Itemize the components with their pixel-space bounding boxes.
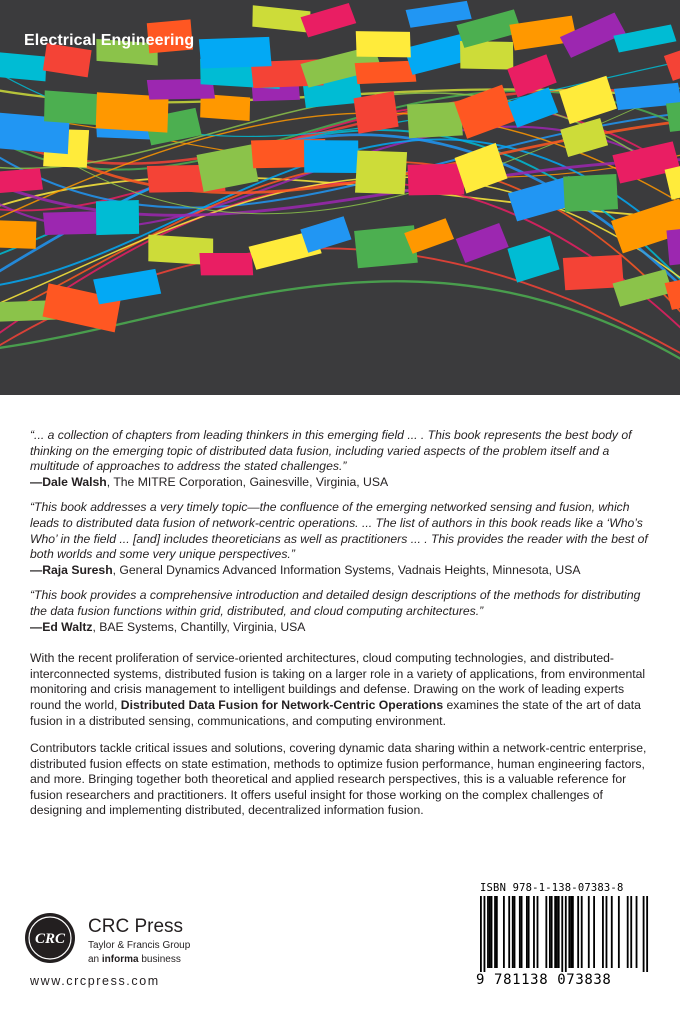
barcode-bar <box>627 896 629 968</box>
barcode-bar <box>503 896 505 968</box>
barcode-bar <box>606 896 608 968</box>
barcode-bar <box>611 896 613 968</box>
ribbon-segment <box>300 2 358 38</box>
text-body <box>30 428 652 831</box>
isbn-barcode <box>476 882 654 990</box>
barcode-bar <box>630 896 632 968</box>
publisher-name: CRC Press <box>88 916 184 937</box>
endorser-affiliation: , BAE Systems, Chantilly, Virginia, USA <box>92 619 306 634</box>
endorsement-quote: “This book addresses a very timely topic—the confluence of the emerging networked sensing and fusion, which leads to distributed data fusion of network-centric operations. ... The list of authors in this book reads like a ‘Who’s Who’ in the field ... [and] includes theoreticians as well as practitioners ... . This provides the reader with the best of both worlds and some very unique perspectives.” <box>30 500 648 562</box>
seal-text: CRC <box>34 931 66 947</box>
barcode-bar <box>577 896 579 968</box>
barcode-bar <box>561 896 563 972</box>
barcode-bar <box>568 896 570 968</box>
ribbon-segment <box>666 225 680 267</box>
ribbon-segment <box>300 134 362 179</box>
ribbon-segment <box>663 41 680 82</box>
publisher-group: Taylor & Francis Group <box>88 940 191 951</box>
barcode-bar <box>521 896 523 968</box>
endorsement-2 <box>30 500 652 578</box>
ribbon-segment <box>92 195 142 239</box>
endorser-name: Raja Suresh <box>42 562 113 577</box>
business-prefix: an <box>88 954 102 965</box>
barcode-bar <box>602 896 604 968</box>
barcode-bar <box>643 896 645 972</box>
barcode-bar <box>508 896 510 968</box>
publisher-business <box>88 954 181 965</box>
barcode-bar <box>558 896 560 968</box>
ribbon-segment <box>0 46 50 87</box>
barcode-bar <box>494 896 496 968</box>
endorser-affiliation: , The MITRE Corporation, Gainesville, Virginia, USA <box>106 474 389 489</box>
ribbon-segment <box>454 222 510 264</box>
barcode-bar <box>533 896 535 968</box>
crc-seal-icon <box>24 912 76 964</box>
barcode-bar <box>484 896 486 972</box>
endorsement-3 <box>30 588 652 635</box>
ribbon-segment <box>351 145 411 201</box>
barcode-bar <box>588 896 590 968</box>
business-suffix: business <box>138 954 181 965</box>
publisher-logo <box>24 912 204 992</box>
barcode-bar <box>549 896 551 968</box>
barcode-bar <box>519 896 521 968</box>
ribbon-segment <box>354 225 418 269</box>
endorsement-dash: — <box>30 562 43 577</box>
description-text: examines the state of the art of data fusion in a distributed sensing, communications, and computing environment. <box>30 697 641 728</box>
barcode-bar <box>489 896 491 968</box>
barcode-bar <box>565 896 567 972</box>
barcode-bar <box>646 896 648 972</box>
endorsement-quote: “This book provides a comprehensive introduction and detailed design descriptions of the methods for distributing the data fusion functions within grid, distributed, and cloud computing architectures.” <box>30 588 641 618</box>
endorser-name: Dale Walsh <box>42 474 107 489</box>
ribbon-segment <box>559 117 608 157</box>
barcode-bars <box>480 896 650 972</box>
barcode-bar <box>480 896 482 972</box>
description-text: With the recent proliferation of service-oriented architectures, cloud computing technologies, and distributed-interconnected systems, distributed fusion is taking on a larger role in a variety of applications, from environmental monitoring and crisis management to intelligent buildings and defense. Drawing on the work of leading experts round the world, <box>30 651 646 712</box>
ribbon-segment <box>93 269 162 305</box>
description-paragraph-2: Contributors tackle critical issues and solutions, covering dynamic data sharing within a network-centric enterprise, distributed fusion effects on state estimation, methods to optimize fusion performance, human engineering factors, and more. Bringing together both theoretical and applied research perspectives, this is a valuable reference for fusion researchers and practitioners. It offers useful insight for those working on the complex challenges of designing and implementing distributed, decentralized information fusion. <box>30 741 647 818</box>
barcode-bar <box>491 896 493 968</box>
barcode-bar <box>636 896 638 968</box>
ribbon-segment <box>561 171 620 215</box>
barcode-bar <box>556 896 558 968</box>
barcode-bar <box>487 896 489 968</box>
cover-artwork <box>0 0 680 395</box>
ribbon-segment <box>196 144 259 192</box>
ribbon-segment <box>0 166 44 195</box>
barcode-bar <box>512 896 514 968</box>
barcode-bar <box>551 896 553 968</box>
ribbon-segment <box>41 207 103 240</box>
endorsement-dash: — <box>30 619 43 634</box>
barcode-bar <box>554 896 556 968</box>
endorsement-attribution <box>30 620 652 636</box>
ribbon-segment <box>0 214 40 255</box>
ribbon-illustration <box>0 0 680 395</box>
ean-digits: 9 781138 073838 <box>476 972 612 988</box>
endorsement-quote: “... a collection of chapters from leading thinkers in this emerging field ... . This book represents the best body of thinking on the emerging topic of distributed data fusion, including varied aspects of the problem itself and a multitude of approaches to address the stated challenges.” <box>30 428 632 474</box>
endorsement-dash: — <box>30 474 43 489</box>
barcode-bar <box>545 896 547 968</box>
endorser-name: Ed Waltz <box>42 619 93 634</box>
business-brand: informa <box>101 954 139 965</box>
barcode-bar <box>618 896 620 968</box>
barcode-bar <box>572 896 574 968</box>
ribbon-segment <box>506 235 560 283</box>
barcode-bar <box>496 896 498 968</box>
endorser-affiliation: , General Dynamics Advanced Information Systems, Vadnais Heights, Minnesota, USA <box>112 562 581 577</box>
barcode-bar <box>570 896 572 968</box>
description-paragraph-1 <box>30 651 652 729</box>
barcode-bar <box>581 896 583 968</box>
book-title: Distributed Data Fusion for Network-Centric Operations <box>120 697 444 712</box>
publisher-url: www.crcpress.com <box>30 974 160 988</box>
isbn-label: ISBN 978-1-138-07383-8 <box>480 882 624 894</box>
barcode-bar <box>537 896 539 968</box>
endorsement-attribution <box>30 475 652 491</box>
ribbon-segment <box>197 33 273 72</box>
ribbon-segment <box>353 91 398 134</box>
category-label: Electrical Engineering <box>24 32 195 49</box>
endorsement-1 <box>30 428 652 490</box>
barcode-bar <box>526 896 528 968</box>
barcode-bar <box>528 896 530 968</box>
barcode-bar <box>593 896 595 968</box>
endorsement-attribution <box>30 563 652 579</box>
ribbon-segment <box>403 217 455 254</box>
barcode-bar <box>514 896 516 968</box>
